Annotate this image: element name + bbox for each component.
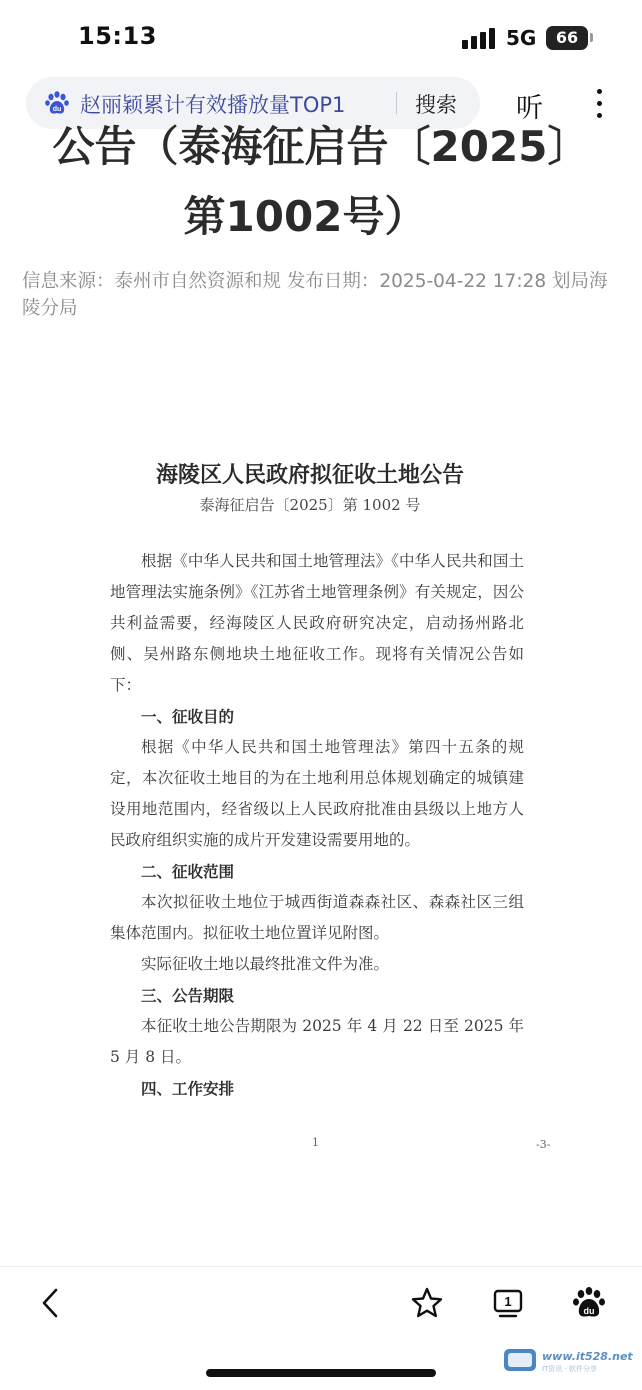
back-icon[interactable]	[34, 1285, 70, 1321]
site-watermark	[502, 1345, 634, 1375]
svg-text:du: du	[583, 1306, 595, 1316]
document-number: 泰海征启告〔2025〕第 1002 号	[199, 496, 421, 514]
search-divider	[396, 92, 397, 114]
section1-title: 一、征收目的	[141, 707, 235, 726]
battery-icon: 66	[546, 26, 588, 50]
star-icon[interactable]	[409, 1285, 445, 1321]
tab-count: 1	[504, 1294, 512, 1309]
section2-note: 实际征收土地以最终批准文件为准。	[141, 955, 390, 973]
home-indicator	[206, 1369, 436, 1377]
page-number-right: -3-	[536, 1138, 551, 1151]
section1-text: 根据《中华人民共和国土地管理法》第四十五条的规定，本次征收土地目的为在土地利用总体规划确定的城镇建设用地范围内，经省级以上人民政府批准由县级以上地方人民政府组织实施的成片开发建设需要用地的。	[110, 738, 524, 849]
document-image	[0, 320, 642, 1260]
article-meta: 信息来源：泰州市自然资源和规 发布日期：2025-04-22 17:28 划局海陵分局	[22, 271, 608, 319]
watermark-logo-icon	[502, 1346, 538, 1374]
search-bar[interactable]	[26, 77, 480, 129]
baidu-home-icon[interactable]	[571, 1285, 607, 1321]
battery-tip	[590, 33, 593, 42]
section4-title: 四、工作安排	[141, 1079, 235, 1098]
article-title-line1: 公告（泰海征启告〔2025〕	[52, 124, 590, 171]
search-query[interactable]: 赵丽颖累计有效播放量TOP1	[80, 93, 346, 117]
network-label: 5G	[506, 26, 537, 50]
page-number-left: 1	[312, 1136, 319, 1149]
document-body	[110, 546, 524, 1104]
tabs-icon	[490, 1285, 526, 1321]
bottom-toolbar	[0, 1266, 642, 1390]
document-intro: 根据《中华人民共和国土地管理法》《中华人民共和国土地管理法实施条例》《江苏省土地管理条例》有关规定，因公共利益需要，经海陵区人民政府研究决定，启动扬州路北侧、吴州路东侧地块土地征收工作。现将有关情况公告如下：	[110, 552, 524, 694]
svg-text:du: du	[52, 106, 62, 113]
article-title-line2: 第1002号）	[183, 192, 427, 241]
section2-title: 二、征收范围	[141, 862, 235, 881]
more-icon[interactable]	[590, 87, 608, 121]
section3-text: 本征收土地公告期限为 2025 年 4 月 22 日至 2025 年 5 月 8 日。	[110, 1017, 524, 1066]
status-bar	[0, 0, 642, 76]
section2-text: 本次拟征收土地位于城西街道森森社区、森森社区三组集体范围内。拟征收土地位置详见附图。	[110, 893, 524, 942]
watermark-subtext: IT资讯 · 软件分享	[542, 1365, 598, 1373]
search-button[interactable]: 搜索	[415, 93, 457, 117]
document-title: 海陵区人民政府拟征收土地公告	[155, 462, 464, 488]
signal-icon	[462, 27, 496, 49]
tabs-button[interactable]	[490, 1285, 526, 1321]
baidu-paw-icon	[44, 90, 70, 116]
listen-button[interactable]: 听	[516, 93, 543, 124]
watermark-text: www.it528.net	[542, 1350, 633, 1363]
section3-title: 三、公告期限	[141, 986, 235, 1005]
status-time: 15:13	[78, 22, 157, 50]
